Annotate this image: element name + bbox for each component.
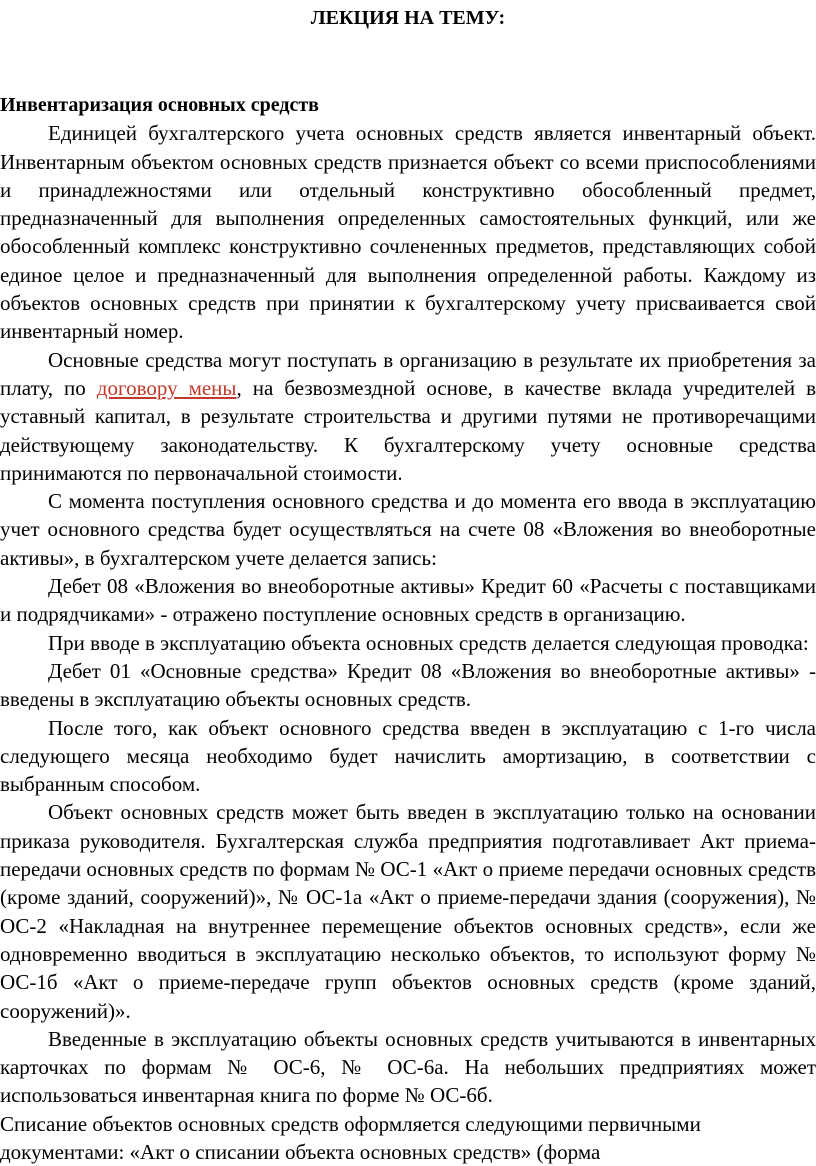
document-body: [0, 91, 816, 1166]
paragraph-depreciation: После того, как объект основного средства введен в эксплуатацию с 1-го числа следующего месяца необходимо будет начислить амортизацию, в соответствии с выбранным способом.: [0, 715, 816, 797]
page-title: ЛЕКЦИЯ НА ТЕМУ:: [310, 7, 506, 29]
section-heading: Инвентаризация основных средств: [0, 94, 319, 116]
paragraph-write-off: Списание объектов основных средств оформляется следующими первичными документами: «Акт о списании объекта основных средств» (форма: [0, 1111, 701, 1164]
paragraph-inventory-object: Единицей бухгалтерского учета основных средств является инвентарный объект. Инвентарным объектом основных средств признается объект со всеми приспособлениями и принадлежностями или отдельный конструктивно обособленный предмет, предназначенный для выполнения определенных самостоятельных функций, или же обособленный комплекс конструктивно сочлененных предметов, представляющих собой единое целое и предназначенный для выполнения определенной работы. Каждому из объектов основных средств при принятии к бухгалтерскому учету присваивается свой инвентарный номер.: [0, 121, 816, 344]
paragraph-text: Основные средства могут поступать в организацию в результате их приобретения за плату, по: [0, 347, 816, 400]
exchange-contract-link[interactable]: договору мены: [96, 375, 237, 400]
paragraph-inventory-cards: Введенные в эксплуатацию объекты основных средств учитываются в инвентарных карточках по формам № ОС-6, № ОС-6а. На небольших предприятиях может использоваться инвентарная книга по форме № ОС-6б.: [0, 1026, 816, 1108]
paragraph-forms-os: Объект основных средств может быть введен в эксплуатацию только на основании приказа руководителя. Бухгалтерская служба предприятия подготавливает Акт приема-передачи основных средств по формам № ОС-1 «Акт о приеме передачи основных средств (кроме зданий, сооружений)», № ОС-1а «Акт о приеме-передачи здания (сооружения), № ОС-2 «Накладная на внутреннее перемещение объектов основных средств», если же одновременно вводиться в эксплуатацию несколько объектов, то используют форму № ОС-1б «Акт о приеме-передаче групп объектов основных средств (кроме зданий, сооружений)».: [0, 800, 816, 1023]
paragraph-text: , на безвозмездной основе, в качестве вклада учредителей в уставный капитал, в результате строительства и другими путями не противоречащими действующему законодательству. К бухгалтерскому учету основные средства принимаются по первоначальной стоимости.: [0, 375, 816, 485]
paragraph-account-08: С момента поступления основного средства и до момента его ввода в эксплуатацию учет основного средства будет осуществляться на счете 08 «Вложения во внеоборотные активы», в бухгалтерском учете делается запись:: [0, 489, 816, 570]
paragraph-receipt-sources: [0, 346, 816, 487]
paragraph-commissioning: При вводе в эксплуатацию объекта основных средств делается следующая проводка:: [48, 630, 809, 655]
paragraph-entry-debit-01: Дебет 01 «Основные средства» Кредит 08 «Вложения во внеоборотные активы» - введены в эксплуатацию объекты основных средств.: [0, 658, 816, 712]
paragraph-entry-debit-08: Дебет 08 «Вложения во внеоборотные активы» Кредит 60 «Расчеты с поставщиками и подрядчиками» - отражено поступление основных средств в организацию.: [0, 574, 816, 627]
